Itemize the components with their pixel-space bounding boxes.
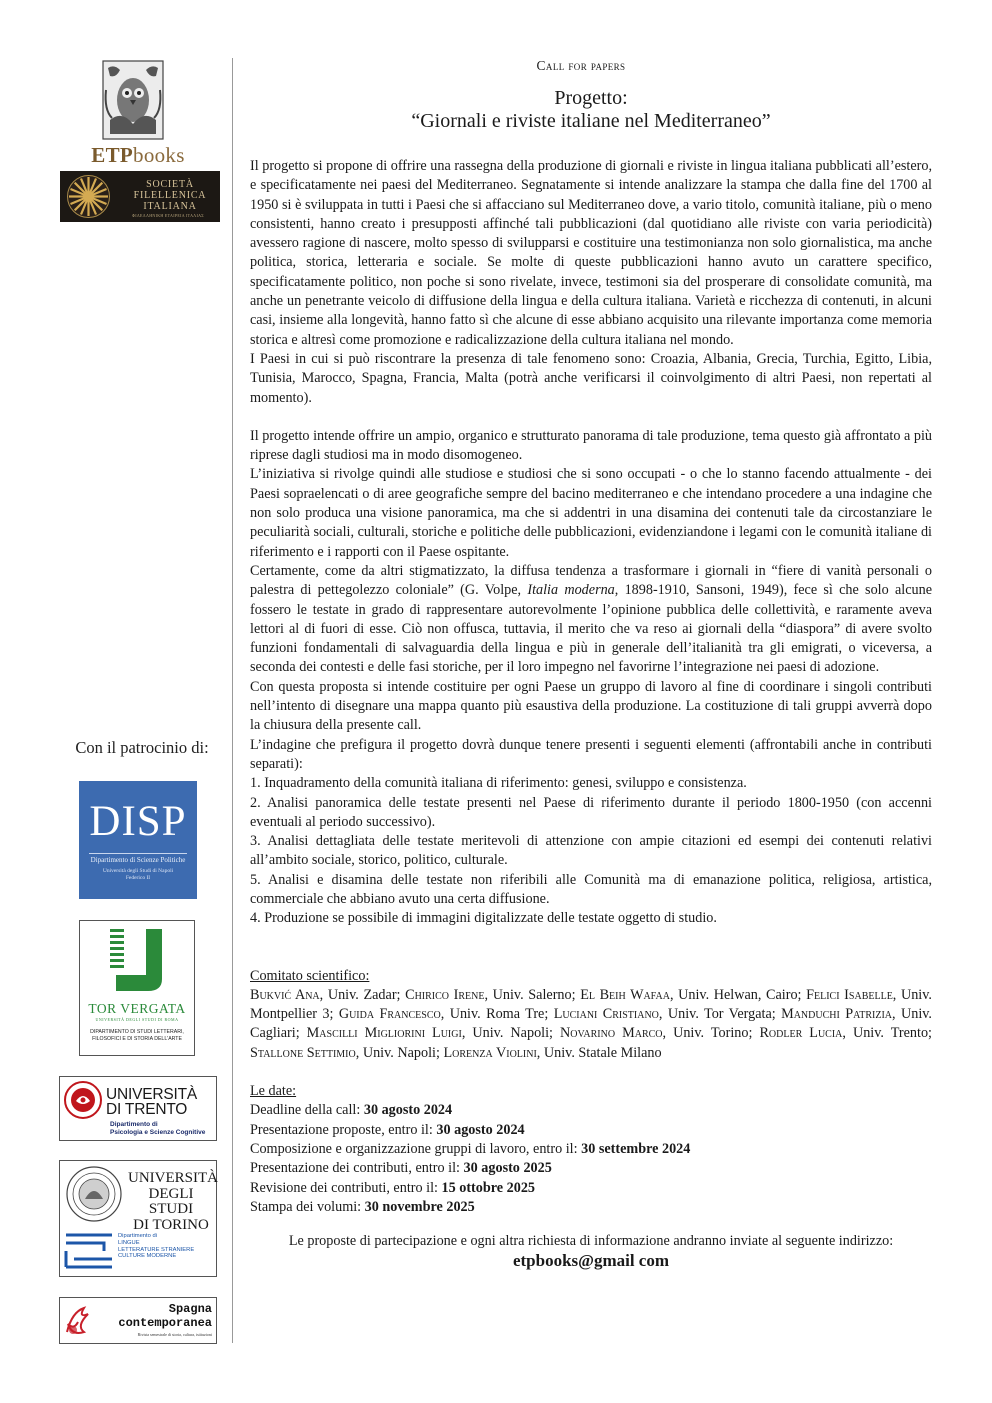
tor-vergata-name: TOR VERGATA (88, 1001, 186, 1016)
date-row: Deadline della call: 30 agosto 2024 (250, 1102, 453, 1119)
committee-member-affiliation: , Univ. Montpellier 3; (250, 986, 932, 1023)
torino-department: Dipartimento di LINGUE LETTERATURE STRANIERE CULTURE MODERNE (118, 1233, 195, 1260)
tor-vergata-logo (79, 920, 195, 1056)
committee-member-affiliation: , Univ. Trento; (842, 1025, 932, 1042)
committee-heading: Comitato scientifico: (250, 967, 370, 984)
committee-member-affiliation: , Univ. Napoli; (461, 1025, 561, 1042)
societa-filellenica-logo (60, 171, 220, 222)
dates-list (250, 1101, 932, 1217)
kicker: Call for papers (536, 58, 626, 73)
spagna-contemporanea-logo (59, 1297, 217, 1344)
tor-vergata-subtitle: UNIVERSITÀ DEGLI STUDI DI ROMA (95, 1017, 179, 1022)
contact-email[interactable]: etpbooks@gmail com (512, 1251, 670, 1271)
date-row: Stampa dei volumi: 30 novembre 2025 (250, 1198, 475, 1215)
committee-member-affiliation: , Univ. Torino; (662, 1025, 760, 1042)
paragraph: Certamente, come da altri stigmatizzato, la diffusa tendenza a trasformare i giornali in “fiere di vanità personali o palestra di pettegolezzo coloniale” (G. Volpe, Italia moderna, 1898-1910, Sansoni, 1949), fece sì che solo alcune fossero le testate in grado di rappresentare autorevolmente l’opinione pubblica delle collettività, e raramente aveva lettori al di fuori di esse. Ciò non offusca, tuttavia, il merito che va reso ai giornali della “diaspora” di avere svolto funzioni fondamentali di salvaguardia della lingua e più in generale dell’italianità tra gli emigrati, o viceversa, a seconda dei contesti e delle fasi storiche, per il loro impegno nel favorirne l’integrazione nei paesi di adozione. (250, 562, 932, 676)
committee-member-affiliation: , Univ. Helwan, Cairo; (669, 986, 807, 1003)
paragraph: L’iniziativa si rivolge quindi alle studiose e studiosi che si sono occupati - o che lo stanno facendo attualmente - dei Paesi sopraelencati o di aree geografiche sempre del bacino mediterraneo e che intendano procedere a una indagine che non solo produca una visione panoramica, ma che si addentri in una disamina dei contenuti tale da circostanziare le peculiarità sociali, culturali, storiche e politiche delle pubblicazioni, evidenziandone i legami con le comunità italiane di riferimento e i rapporti con il Paese ospitante. (250, 466, 932, 560)
list-item: 3. Analisi dettagliata delle testate meritevoli di attenzione con ampie citazioni ed esempi dei contenuti relativi all’ambito sociale, storico, politico, culturale. (250, 833, 932, 869)
torino-department-mark-icon (64, 1231, 114, 1271)
contact-note: Le proposte di partecipazione e ogni altra richiesta di informazione andranno inviate al seguente indirizzo: (288, 1233, 894, 1250)
main-content (250, 58, 932, 1271)
tor-vergata-mark-icon (108, 927, 166, 993)
spagna-scribble-icon (64, 1302, 92, 1339)
trento-department: Dipartimento di Psicologia e Scienze Cognitive (110, 1121, 206, 1136)
committee-member-affiliation: , Univ. Roma Tre; (440, 1006, 554, 1023)
committee-member-name: Stallone Settimio (250, 1044, 356, 1061)
committee-list (250, 986, 932, 1063)
sfi-name: SOCIETÀ FILELLENICA ITALIANA (133, 179, 207, 212)
committee-member-name: Felici Isabelle (806, 986, 893, 1003)
body-text (250, 157, 932, 1217)
paragraph: Il progetto si propone di offrire una rassegna della produzione di giornali e riviste in lingua italiana pubblicati all’estero, e specificatamente nei paesi del Mediterraneo. Segnatamente si intende analizzare la stampa che dalla fine del 1700 al 1950 si è sviluppata in tutti i Paesi che si affacciano sul Mediterraneo dove, a vario titolo, comunità italiane, più o meno consistenti, hanno creato i presupposti affinché tali pubblicazioni (dal quotidiano alle riviste con varia periodicità) avessero ragione di nascere, molto spesso di svilupparsi e costituire una testimonianza non solo giornalistica, ma anche politica, storica, letteraria e sociale. Se molte di queste pubblicazioni hanno avuto un carattere specifico, specificatamente politico, non poche si sono rivelate, invece, testimoni sia del prosperare di consolidate comunità, ma anche un penetrante veicolo di diffusione della lingua e della cultura italiana. Varietà e ricchezza di contenuti, in alcuni casi, insieme alla longevità, hanno fatto sì che alcune di esse abbiano acquisito una rilevante importanza come memoria storica e altresì come promozione e radicalizzazione della cultura italiana nel mondo. (250, 158, 932, 348)
date-row: Presentazione dei contributi, entro il: 30 agosto 2025 (250, 1160, 552, 1177)
list-item: 4. Produzione se possibile di immagini digitalizzate delle testate oggetto di studio. (250, 910, 717, 927)
committee-member-affiliation: , Univ. Napoli; (355, 1044, 444, 1061)
page-title: Progetto: “Giornali e riviste italiane nel Mediterraneo” (411, 87, 771, 132)
committee-member-name: El Beih Wafaa (580, 986, 670, 1003)
dates-heading: Le date: (250, 1083, 297, 1100)
list-item: 5. Analisi e disamina delle testate non riferibili alle Comunità ma di emanazione politica, religiosa, artistica, commerciale che abbiano avuto una certa diffusione. (250, 871, 932, 907)
paragraph: Con questa proposta si intende costituire per ogni Paese un gruppo di lavoro al fine di coordinare i singoli contributi nell’intento di disegnare una mappa quanto più esaustiva della produzione. La costituzione di tali gruppi avverrà dopo la chiusura della presente call. (250, 678, 932, 734)
vergina-sun-icon (66, 174, 111, 219)
torino-name: UNIVERSITÀ DEGLI STUDI DI TORINO (128, 1170, 218, 1233)
etp-owl-emblem-icon (102, 60, 164, 140)
committee-member-name: Chirico Irene (405, 986, 485, 1003)
disp-letters: DISP (89, 798, 187, 845)
patronage-label: Con il patrocinio di: (75, 738, 209, 757)
disp-logo (79, 781, 197, 899)
etp-books-logo: ETPbooks (91, 143, 185, 167)
committee-member-name: Guida Francesco (338, 1006, 441, 1023)
committee-member-name: Lorenza Violini (443, 1044, 537, 1061)
trento-logo (59, 1076, 217, 1141)
committee-member-name: Novarino Marco (560, 1025, 663, 1042)
sfi-greek-name: ΦΙΛΕΛΛΗΝΙΚΗ ΕΤΑΙΡΕΙΑ ΙΤΑΛΙΑΣ (132, 213, 204, 218)
list-item: 1. Inquadramento della comunità italiana di riferimento: genesi, sviluppo e consistenza. (250, 775, 747, 792)
paragraph: I Paesi in cui si può riscontrare la presenza di tale fenomeno sono: Croazia, Albania, Grecia, Turchia, Egitto, Libia, Tunisia, Marocco, Spagna, Francia, Malta (potrà anche verificarsi il coinvolgimento di altri Paesi, non repertati al momento). (250, 350, 932, 406)
trento-seal-icon (64, 1081, 102, 1119)
committee-member-affiliation: , Univ. Salerno; (484, 986, 581, 1003)
spagna-title-1: Spagna (168, 1302, 212, 1316)
date-row: Presentazione proposte, entro il: 30 agosto 2024 (250, 1121, 525, 1138)
committee-member-name: Mascilli Migliorini Luigi (306, 1025, 462, 1042)
committee-member-name: Rodler Lucia (759, 1025, 843, 1042)
torino-logo (59, 1160, 217, 1277)
committee-member-affiliation: , Univ. Cagliari; (250, 1006, 932, 1042)
disp-university: Università degli Studi di Napoli Federico II (102, 868, 174, 881)
paragraph: Il progetto intende offrire un ampio, organico e strutturato panorama di tale produzione, tema questo già affrontato a più riprese dagli studiosi ma in modo disomogeneo. (250, 427, 932, 464)
tor-vergata-department: DIPARTIMENTO DI STUDI LETTERARI, FILOSOFICI E DI STORIA DELL'ARTE (90, 1029, 184, 1042)
committee-member-affiliation: , Univ. Tor Vergata; (658, 1006, 782, 1023)
trento-name: UNIVERSITÀ DI TRENTO (106, 1086, 198, 1118)
paragraph: L’indagine che prefigura il progetto dovrà dunque tenere presenti i seguenti elementi (affrontabili anche in contributi separati): (250, 736, 932, 772)
vertical-divider (232, 58, 233, 1343)
spagna-title-2: contemporanea (118, 1316, 212, 1330)
sidebar (56, 58, 228, 1348)
disp-divider (89, 853, 187, 854)
date-row: Revisione dei contributi, entro il: 15 ottobre 2025 (250, 1179, 536, 1196)
date-row: Composizione e organizzazione gruppi di lavoro, entro il: 30 settembre 2024 (250, 1140, 691, 1157)
list-item: 2. Analisi panoramica delle testate presenti nel Paese di riferimento durante il periodo 1800-1950 (con accenni eventuali al periodo successivo). (250, 794, 932, 830)
committee-member-affiliation: , Univ. Statale Milano (536, 1044, 662, 1061)
committee-member-name: Luciani Cristiano (553, 1006, 659, 1023)
torino-seal-icon (65, 1165, 123, 1223)
disp-caption: Dipartimento di Scienze Politiche (90, 856, 186, 864)
committee-member-affiliation: , Univ. Zadar; (319, 986, 406, 1003)
committee-member-name: Bukvić Ana (250, 986, 320, 1003)
spagna-tagline: Rivista semestrale di storia, cultura, istituzioni (137, 1332, 212, 1337)
committee-member-name: Manduchi Patrizia (781, 1006, 893, 1023)
